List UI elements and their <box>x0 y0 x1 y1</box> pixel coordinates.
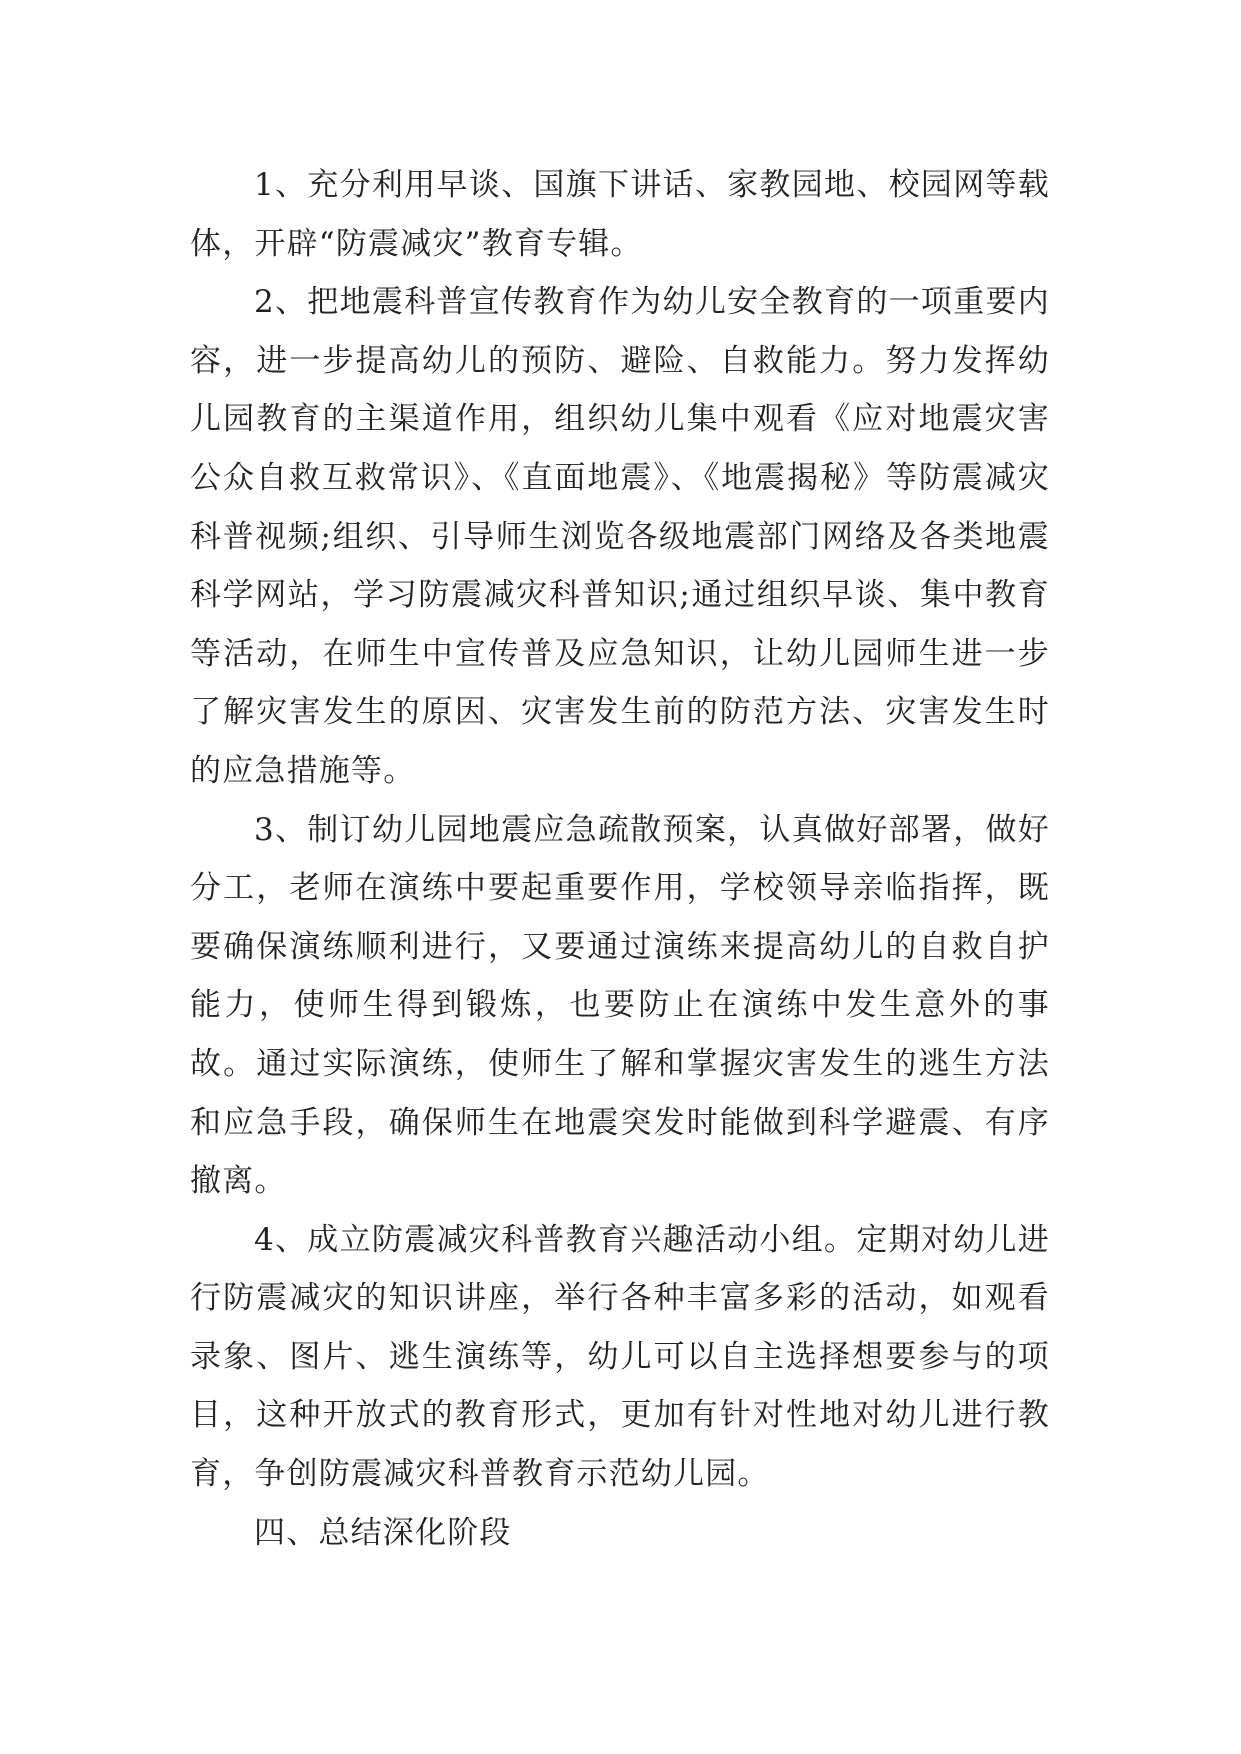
section-heading-summary: 四、总结深化阶段 <box>254 1514 512 1551</box>
paragraph-item-3: 3、制订幼儿园地震应急疏散预案，认真做好部署，做好分工，老师在演练中要起重要作用，学校领导亲临指挥，既要确保演练顺利进行，又要通过演练来提高幼儿的自救自护能力，使师生得到锻炼，也要防止在演练中发生意外的事故。通过实际演练，使师生了解和掌握灾害发生的逃生方法和应急手段，确保师生在地震突发时能做到科学避震、有序撤离。 <box>190 811 1050 1200</box>
paragraph-item-1: 1、充分利用早谈、国旗下讲话、家教园地、校园网等载体，开辟“防震减灾”教育专辑。 <box>190 167 1050 262</box>
paragraph-item-2: 2、把地震科普宣传教育作为幼儿安全教育的一项重要内容，进一步提高幼儿的预防、避险、自救能力。努力发挥幼儿园教育的主渠道作用，组织幼儿集中观看《应对地震灾害公众自救互救常识》、《直面地震》、《地震揭秘》等防震减灾科普视频;组织、引导师生浏览各级地震部门网络及各类地震科学网站，学习防震减灾科普知识;通过组织早谈、集中教育等活动，在师生中宣传普及应急知识，让幼儿园师生进一步了解灾害发生的原因、灾害发生前的防范方法、灾害发生时的应急措施等。 <box>190 284 1050 789</box>
document-body <box>190 156 1050 1562</box>
paragraph-item-4: 4、成立防震减灾科普教育兴趣活动小组。定期对幼儿进行防震减灾的知识讲座，举行各种丰富多彩的活动，如观看录象、图片、逃生演练等，幼儿可以自主选择想要参与的项目，这种开放式的教育形式，更加有针对性地对幼儿进行教育，争创防震减灾科普教育示范幼儿园。 <box>190 1221 1050 1493</box>
